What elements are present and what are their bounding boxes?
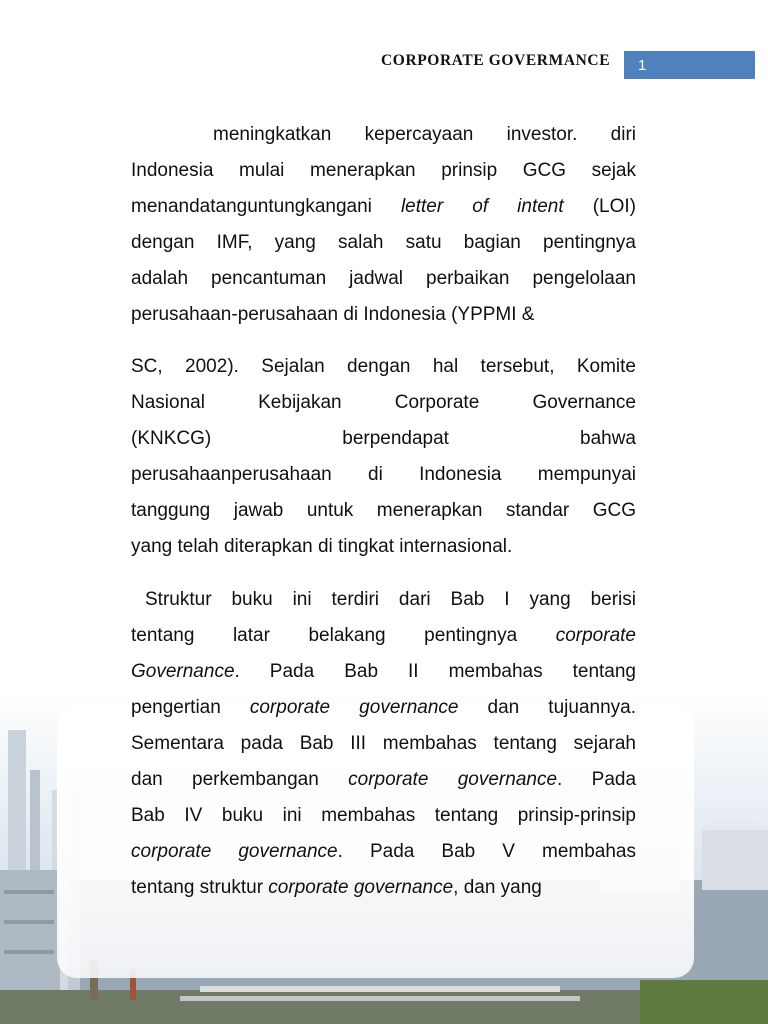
italic-term: corporate (555, 625, 636, 646)
text-run: tanggung jawab untuk menerapkan standar GCG (131, 500, 636, 521)
text-run: pengertian (131, 697, 250, 718)
text-line (131, 654, 636, 690)
italic-term: corporate governance (131, 841, 338, 862)
text-line (131, 582, 636, 618)
paragraph-2 (131, 349, 636, 565)
text-run: yang telah diterapkan di tingkat internasional. (131, 536, 513, 557)
text-run: meningkatkan kepercayaan investor. diri (213, 124, 636, 145)
text-line (131, 798, 636, 834)
text-line (131, 870, 636, 906)
text-line (131, 457, 636, 493)
text-line (131, 349, 636, 385)
text-run: Struktur buku ini terdiri dari Bab I yang berisi (145, 589, 636, 610)
text-line (131, 493, 636, 529)
text-run: Bab IV buku ini membahas tentang prinsip-prinsip (131, 805, 636, 826)
text-line (131, 385, 636, 421)
italic-term: corporate governance (348, 769, 558, 790)
text-run: tentang struktur (131, 877, 269, 898)
italic-term: letter of intent (400, 196, 564, 217)
text-run: (KNKCG) berpendapat bahwa (131, 428, 636, 449)
text-run: , dan yang (453, 877, 542, 898)
text-run: dengan IMF, yang salah satu bagian pentingnya (131, 232, 636, 253)
running-header-title: CORPORATE GOVERMANCE (381, 52, 611, 69)
text-line (131, 153, 636, 189)
paragraph-3 (131, 582, 636, 906)
text-line (131, 690, 636, 726)
text-run: dan tujuannya. (458, 697, 636, 718)
italic-term: corporate governance (249, 697, 459, 718)
text-run: dan perkembangan (131, 769, 349, 790)
text-line (131, 834, 636, 870)
text-run: . Pada Bab II membahas tentang (234, 661, 636, 682)
text-run: adalah pencantuman jadwal perbaikan pengelolaan (131, 268, 636, 289)
text-line (131, 297, 636, 333)
text-run: menandatanguntungkangani (131, 196, 401, 217)
text-line (131, 762, 636, 798)
text-run: tentang latar belakang pentingnya (131, 625, 556, 646)
page-number-badge: 1 (624, 51, 755, 79)
text-line (131, 189, 636, 225)
text-run: Sementara pada Bab III membahas tentang sejarah (131, 733, 636, 754)
text-line (131, 225, 636, 261)
text-line (131, 726, 636, 762)
text-run: . Pada (557, 769, 637, 790)
italic-term: Governance (131, 661, 235, 682)
text-line (131, 117, 636, 153)
text-run: SC, 2002). Sejalan dengan hal tersebut, Komite (131, 356, 636, 377)
text-line (131, 421, 636, 457)
text-run: Indonesia mulai menerapkan prinsip GCG sejak (131, 160, 636, 181)
paragraph-1 (131, 117, 636, 333)
text-run: perusahaanperusahaan di Indonesia mempunyai (131, 464, 636, 485)
text-run: . Pada Bab V membahas (337, 841, 636, 862)
italic-term: corporate governance (268, 877, 454, 898)
text-line (131, 529, 636, 565)
text-run: (LOI) (563, 196, 637, 217)
text-line (131, 618, 636, 654)
text-run: Nasional Kebijakan Corporate Governance (131, 392, 636, 413)
text-line (131, 261, 636, 297)
text-run: perusahaan-perusahaan di Indonesia (YPPMI & (131, 304, 535, 325)
